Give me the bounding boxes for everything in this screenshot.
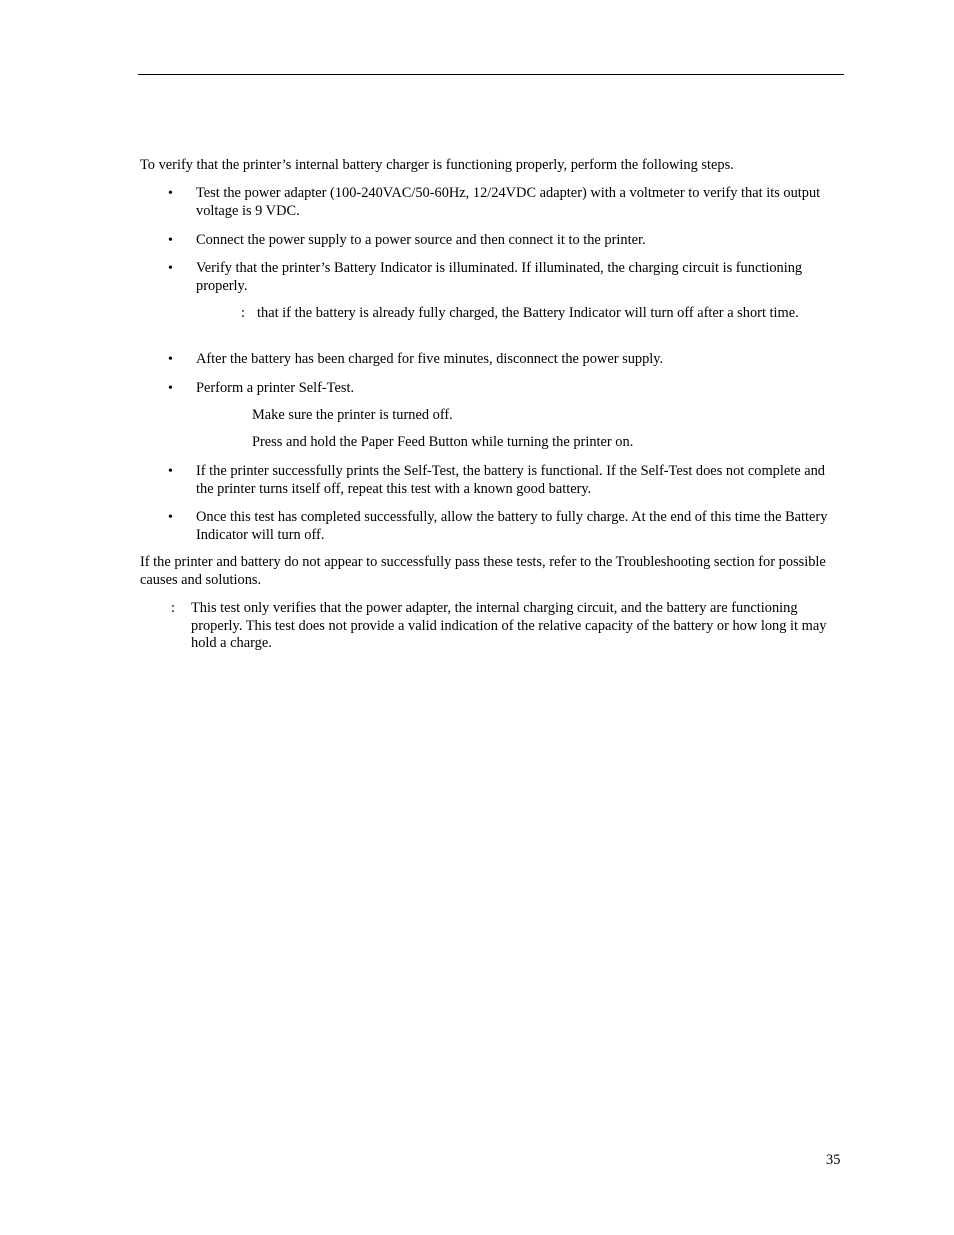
- step-text: Perform a printer Self-Test.: [196, 380, 355, 396]
- intro-paragraph: To verify that the printer’s internal battery charger is functioning properly, perform the following steps.: [140, 157, 734, 173]
- page-number: 35: [826, 1152, 841, 1168]
- note-text: This test only verifies that the power adapter, the internal charging circuit, and the battery are functioning properly. This test does not provide a valid indication of the relative capacity of the battery or how long it may hold a charge.: [191, 600, 827, 651]
- step-text: Test the power adapter (100-240VAC/50-60Hz, 12/24VDC adapter) with a voltmeter to verify that its output voltage is 9 VDC.: [196, 185, 821, 219]
- note-colon: :: [241, 305, 245, 321]
- header-rule: [138, 74, 844, 75]
- note-colon: :: [171, 600, 175, 616]
- bullet-icon: •: [168, 261, 173, 276]
- bullet-icon: •: [168, 381, 173, 396]
- bullet-icon: •: [168, 233, 173, 248]
- bullet-icon: •: [168, 352, 173, 367]
- closing-paragraph: If the printer and battery do not appear to successfully pass these tests, refer to the Troubleshooting section for possible causes and solutions.: [140, 554, 826, 588]
- bullet-icon: •: [168, 186, 173, 201]
- substep-item: Make sure the printer is turned off.: [252, 407, 453, 423]
- step-text: Verify that the printer’s Battery Indicator is illuminated. If illuminated, the charging circuit is functioning properly.: [196, 260, 803, 294]
- step-text: Once this test has completed successfully, allow the battery to fully charge. At the end of this time the Battery Indicator will turn off.: [196, 509, 828, 543]
- bullet-icon: •: [168, 464, 173, 479]
- step-text: If the printer successfully prints the Self-Test, the battery is functional. If the Self-Test does not complete and the printer turns itself off, repeat this test with a known good battery.: [196, 463, 825, 497]
- step-text: Connect the power supply to a power source and then connect it to the printer.: [196, 232, 646, 248]
- substep-item: Press and hold the Paper Feed Button while turning the printer on.: [252, 434, 634, 450]
- step-text: After the battery has been charged for five minutes, disconnect the power supply.: [196, 351, 664, 367]
- note-text: that if the battery is already fully charged, the Battery Indicator will turn off after a short time.: [257, 305, 799, 321]
- bullet-icon: •: [168, 510, 173, 525]
